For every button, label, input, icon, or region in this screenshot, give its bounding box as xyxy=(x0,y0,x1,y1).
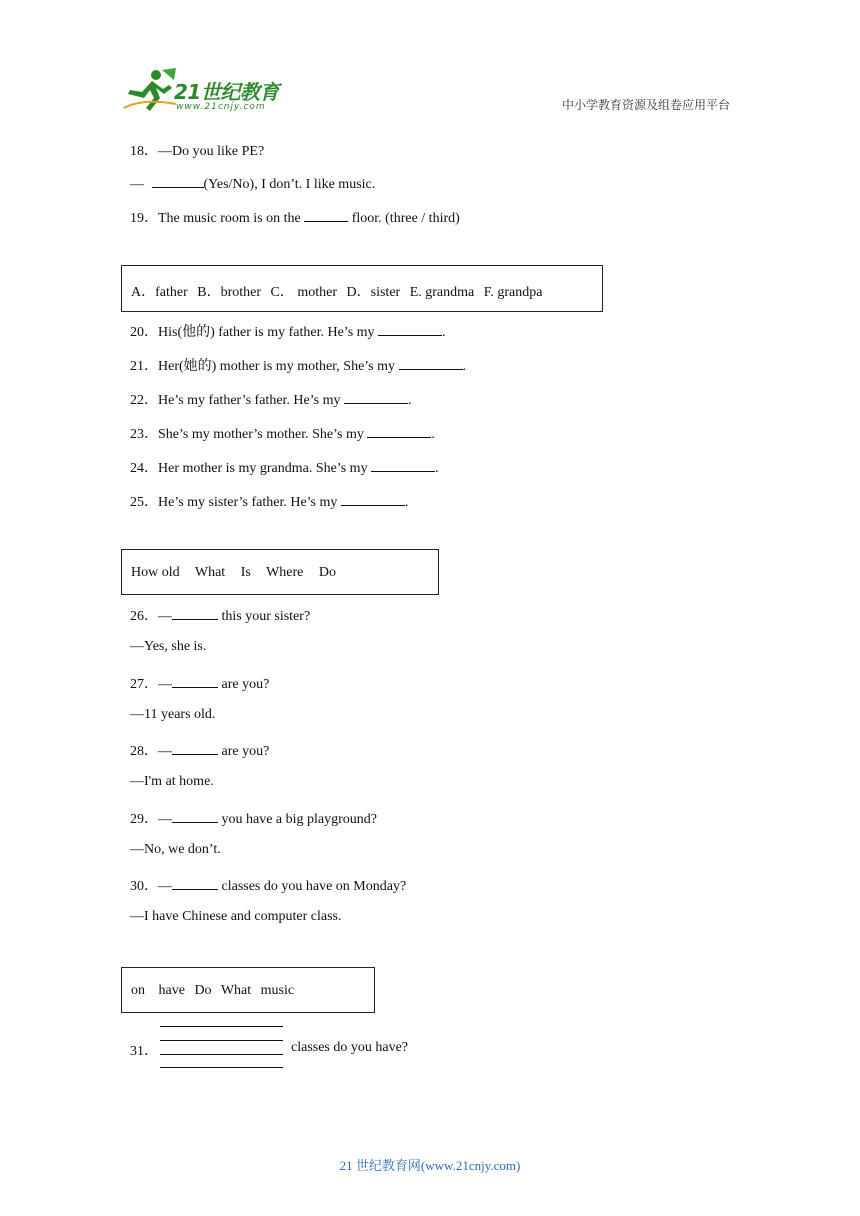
option-f: F. grandpa xyxy=(483,285,543,300)
answer-blank[interactable] xyxy=(371,458,435,472)
question-text: are you? xyxy=(218,744,270,759)
question-end: . xyxy=(407,393,412,408)
question-21 xyxy=(130,355,466,375)
answer-blank[interactable] xyxy=(341,492,405,506)
dash: — xyxy=(158,677,172,692)
answer-suffix: (Yes/No), I don’t. I like music. xyxy=(203,177,376,192)
answer-blank[interactable] xyxy=(172,674,218,688)
answer-line[interactable] xyxy=(160,1067,283,1068)
question-25 xyxy=(130,491,408,511)
question-text: this your sister? xyxy=(218,609,311,624)
option-on: on xyxy=(131,983,145,998)
question-31-text: classes do you have? xyxy=(291,1040,409,1055)
option-do: Do xyxy=(194,983,212,998)
question-text: classes do you have on Monday? xyxy=(218,879,407,894)
option-c: C． mother xyxy=(270,285,338,300)
question-end: . xyxy=(442,325,446,340)
dash: — xyxy=(158,609,172,624)
option-d: D．sister xyxy=(346,285,401,300)
option-b: B．brother xyxy=(197,285,262,300)
question-text: Her mother is my grandma. She’s my xyxy=(158,461,372,476)
option-is: Is xyxy=(240,565,251,580)
question-text: you have a big playground? xyxy=(218,812,378,827)
question-end: . xyxy=(431,427,435,442)
question-28 xyxy=(130,740,269,760)
question-text: Her(她的) mother is my mother, She’s my xyxy=(158,359,399,374)
question-18 xyxy=(130,140,264,160)
logo-url: www.21cnjy.com xyxy=(176,102,266,112)
option-have: have xyxy=(158,983,185,998)
question-number: 25． xyxy=(130,495,158,510)
question-text: His(他的) father is my father. He’s my xyxy=(158,325,379,340)
answer-prefix: — xyxy=(130,177,148,192)
answer-30: —I have Chinese and computer class. xyxy=(130,909,342,924)
question-number: 19． xyxy=(130,211,158,226)
question-text: are you? xyxy=(218,677,270,692)
question-number: 28． xyxy=(130,744,158,759)
question-23 xyxy=(130,423,435,443)
answer-line[interactable] xyxy=(160,1026,283,1027)
question-20 xyxy=(130,321,446,341)
question-number: 20． xyxy=(130,325,158,340)
question-text: She’s my mother’s mother. She’s my xyxy=(158,427,368,442)
answer-line[interactable] xyxy=(160,1054,283,1055)
question-30 xyxy=(130,875,406,895)
question-number: 26． xyxy=(130,609,158,624)
answer-blank[interactable] xyxy=(172,741,218,755)
answer-28: —I'm at home. xyxy=(130,774,214,789)
question-text: The music room is on the xyxy=(158,211,305,226)
dash: — xyxy=(158,879,172,894)
answer-blank[interactable] xyxy=(344,390,408,404)
question-text: He’s my sister’s father. He’s my xyxy=(158,495,341,510)
dash: — xyxy=(158,744,172,759)
word-bank-box xyxy=(121,967,375,1013)
question-end: . xyxy=(462,359,467,374)
answer-26: —Yes, she is. xyxy=(130,639,207,654)
question-29 xyxy=(130,808,377,828)
question-end: . xyxy=(404,495,409,510)
question-27 xyxy=(130,673,269,693)
option-a: A．father xyxy=(131,285,188,300)
word-bank-box xyxy=(121,265,603,312)
answer-blank[interactable] xyxy=(172,876,218,890)
question-text: He’s my father’s father. He’s my xyxy=(158,393,344,408)
option-where: Where xyxy=(266,565,304,580)
question-number: 22． xyxy=(130,393,158,408)
running-man-icon xyxy=(122,68,178,116)
answer-blank[interactable] xyxy=(304,208,348,222)
answer-29: —No, we don’t. xyxy=(130,842,221,857)
question-end: . xyxy=(435,461,439,476)
option-how-old: How old xyxy=(131,565,180,580)
option-what: What xyxy=(194,565,226,580)
question-number: 30． xyxy=(130,879,158,894)
question-number: 23． xyxy=(130,427,158,442)
site-tagline: 中小学教育资源及组卷应用平台 xyxy=(561,98,730,112)
question-24 xyxy=(130,457,439,477)
question-number: 21． xyxy=(130,359,158,374)
answer-27: —11 years old. xyxy=(130,707,216,722)
question-19 xyxy=(130,207,460,227)
logo-text: 21世纪教育 xyxy=(174,80,279,104)
question-22 xyxy=(130,389,411,409)
answer-blank[interactable] xyxy=(399,356,463,370)
option-do: Do xyxy=(318,565,337,580)
option-e: E. grandma xyxy=(409,285,475,300)
site-logo xyxy=(122,68,292,116)
question-text: —Do you like PE? xyxy=(158,144,265,159)
answer-blank[interactable] xyxy=(367,424,431,438)
question-number: 27． xyxy=(130,677,158,692)
word-bank-box xyxy=(121,549,439,595)
question-text: floor. (three / third) xyxy=(351,211,460,226)
answer-blank[interactable] xyxy=(152,174,204,188)
answer-blank[interactable] xyxy=(378,322,442,336)
question-18-answer xyxy=(130,174,375,193)
question-31-number: 31． xyxy=(130,1044,158,1059)
dash: — xyxy=(158,812,172,827)
answer-blank[interactable] xyxy=(172,809,218,823)
option-what: What xyxy=(220,983,252,998)
question-number: 29． xyxy=(130,812,158,827)
footer-text: 21 世纪教育网(www.21cnjy.com) xyxy=(339,1158,521,1173)
question-number: 24． xyxy=(130,461,158,476)
question-26 xyxy=(130,605,310,625)
answer-line[interactable] xyxy=(160,1040,283,1041)
answer-blank[interactable] xyxy=(172,606,218,620)
question-number: 18． xyxy=(130,144,158,159)
option-music: music xyxy=(260,983,295,998)
